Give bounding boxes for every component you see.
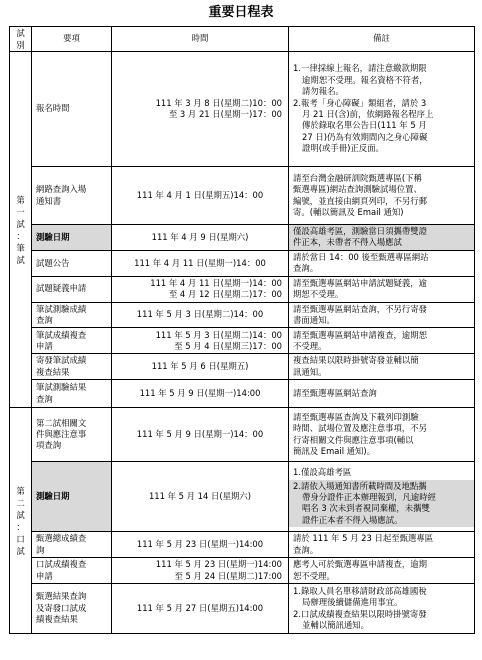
item-cell: 第二試相關文 件與應注意事 項查詢: [32, 408, 112, 462]
time-cell: 111 年 4 月 11 日(星期一)14：00 至 4 月 12 日(星期二)17：00: [112, 276, 289, 302]
header-item: 要項: [32, 27, 112, 52]
header-phase: [10, 27, 32, 52]
note-cell: 應考人可於甄選專區申請複查，逾期 恕不受理。: [289, 558, 475, 584]
table-row: [10, 250, 475, 276]
time-cell: 111 年 5 月 3 日(星期二)14：00 至 5 月 4 日(星期三)17：00: [112, 328, 289, 354]
item-cell: 網路查詢入場 通知書: [32, 167, 112, 225]
time-cell: 111 年 3 月 8 日(星期二)10：00 至 3 月 21 日(星期一)17：00: [112, 52, 289, 167]
note-cell: 請於 111 年 5 月 23 日起至甄選專區 查詢。: [289, 532, 475, 558]
table-row-highlighted: [10, 462, 475, 532]
item-cell: 報名時間: [32, 52, 112, 167]
note-cell: 請至甄選專區查詢及下載列印測驗 時間、試場位置及應注意事項，不另 行寄相關文件與應注意事項(輔以 簡訊及 Email 通知)。: [289, 408, 475, 462]
table-row: [10, 584, 475, 634]
item-cell: 甄選總成績查 詢: [32, 532, 112, 558]
time-cell: 111 年 5 月 14 日(星期六): [112, 462, 289, 532]
time-cell: 111 年 5 月 23 日(星期一)14:00 至 5 月 24 日(星期二)17:00: [112, 558, 289, 584]
table-row: [10, 276, 475, 302]
phase-written: 第 一 試 ： 筆 試: [10, 52, 32, 408]
note-cell: 僅設高雄考區，測驗當日須攜帶雙證 件正本，未帶者不得入場應試: [289, 225, 475, 251]
time-cell: 111 年 5 月 27 日(星期五)14:00: [112, 584, 289, 634]
time-cell: 111 年 5 月 9 日(星期一)14:00: [112, 380, 289, 408]
time-cell: 111 年 5 月 9 日(星期一)14：00: [112, 408, 289, 462]
item-cell: 試題疑義申請: [32, 276, 112, 302]
table-header-row: [10, 27, 475, 52]
header-note: 備註: [289, 27, 475, 52]
item-cell: 試題公告: [32, 250, 112, 276]
document-title: 重要日程表: [208, 5, 274, 20]
table-row: [10, 52, 475, 167]
item-cell: 測驗日期: [32, 225, 112, 251]
header-time: 時間: [112, 27, 289, 52]
time-cell: 111 年 5 月 6 日(星期五): [112, 354, 289, 380]
phase-oral: 第 二 試 ： 口 試: [10, 408, 32, 634]
item-cell: 口試成績複查 申請: [32, 558, 112, 584]
table-row-highlighted: [10, 225, 475, 251]
note-cell: 請至甄選專區網站申請試題疑義，逾 期恕不受理。: [289, 276, 475, 302]
table-row: [10, 558, 475, 584]
note-cell: 請至台灣金融研訓院甄選專區(下稱 甄選專區)網站查詢測驗試場位置、 編號，並直接由網頁列印，不另行郵 寄。(輔以簡訊及 Email 通知): [289, 167, 475, 225]
time-cell: 111 年 5 月 23 日(星期一)14:00: [112, 532, 289, 558]
table-row: [10, 167, 475, 225]
note-cell: 請至甄選專區網站查詢: [289, 380, 475, 408]
time-cell: 111 年 5 月 3 日(星期二)14：00: [112, 302, 289, 328]
table-row: [10, 532, 475, 558]
time-cell: 111 年 4 月 1 日(星期五)14：00: [112, 167, 289, 225]
item-cell: 寄發筆試成績 複查結果: [32, 354, 112, 380]
table-row: [10, 328, 475, 354]
time-cell: 111 年 4 月 9 日(星期六): [112, 225, 289, 251]
note-cell: 1.錄取人員名單移請財政部高雄國稅 局辦理後續儲備進用事宜。 2.口試成績複查結果以限時掛號寄發 並輔以簡訊通知。: [289, 584, 475, 634]
note-cell: 複查結果以限時掛號寄發並輔以簡 訊通知。: [289, 354, 475, 380]
note-cell: 請於當日 14：00 後至甄選專區網站 查詢。: [289, 250, 475, 276]
table-row: [10, 302, 475, 328]
item-cell: 筆試測驗結果 查詢: [32, 380, 112, 408]
header-phase-label: 試別: [16, 28, 25, 50]
table-row: [10, 380, 475, 408]
time-cell: 111 年 4 月 11 日(星期一)14：00: [112, 250, 289, 276]
item-cell: 筆試測驗成績 查詢: [32, 302, 112, 328]
item-cell: 筆試成績複查 申請: [32, 328, 112, 354]
table-row: [10, 354, 475, 380]
schedule-table: [9, 26, 475, 634]
note-cell: 請至甄選專區網站查詢，不另行寄發 書面通知。: [289, 302, 475, 328]
note-cell: 請至甄選專區網站申請複查，逾期恕 不受理。: [289, 328, 475, 354]
item-cell: 測驗日期: [32, 462, 112, 532]
note-cell: 1.一律採線上報名，請注意繳款期限 逾期恕不受理。報名資格不符者， 請勿報名。 2.報考「身心障礙」類組者，請於 3 月 21 日(含)前，依網路報名程序上 傳於錄取名單公告日(111 年 5 月 27 日)仍為有效期間內之身心障礙 證明(或手冊)正反面。: [289, 52, 475, 167]
note-cell: 1.僅設高雄考區 2.請依入場通知書所載時間及地點攜 帶身分證件正本辦理報到，凡逾時經 唱名 3 次未到者視同棄權，未攜雙 證件正本者不得入場應試。: [289, 462, 475, 532]
table-row: [10, 408, 475, 462]
item-cell: 甄選結果查詢 及寄發口試成 績複查結果: [32, 584, 112, 634]
